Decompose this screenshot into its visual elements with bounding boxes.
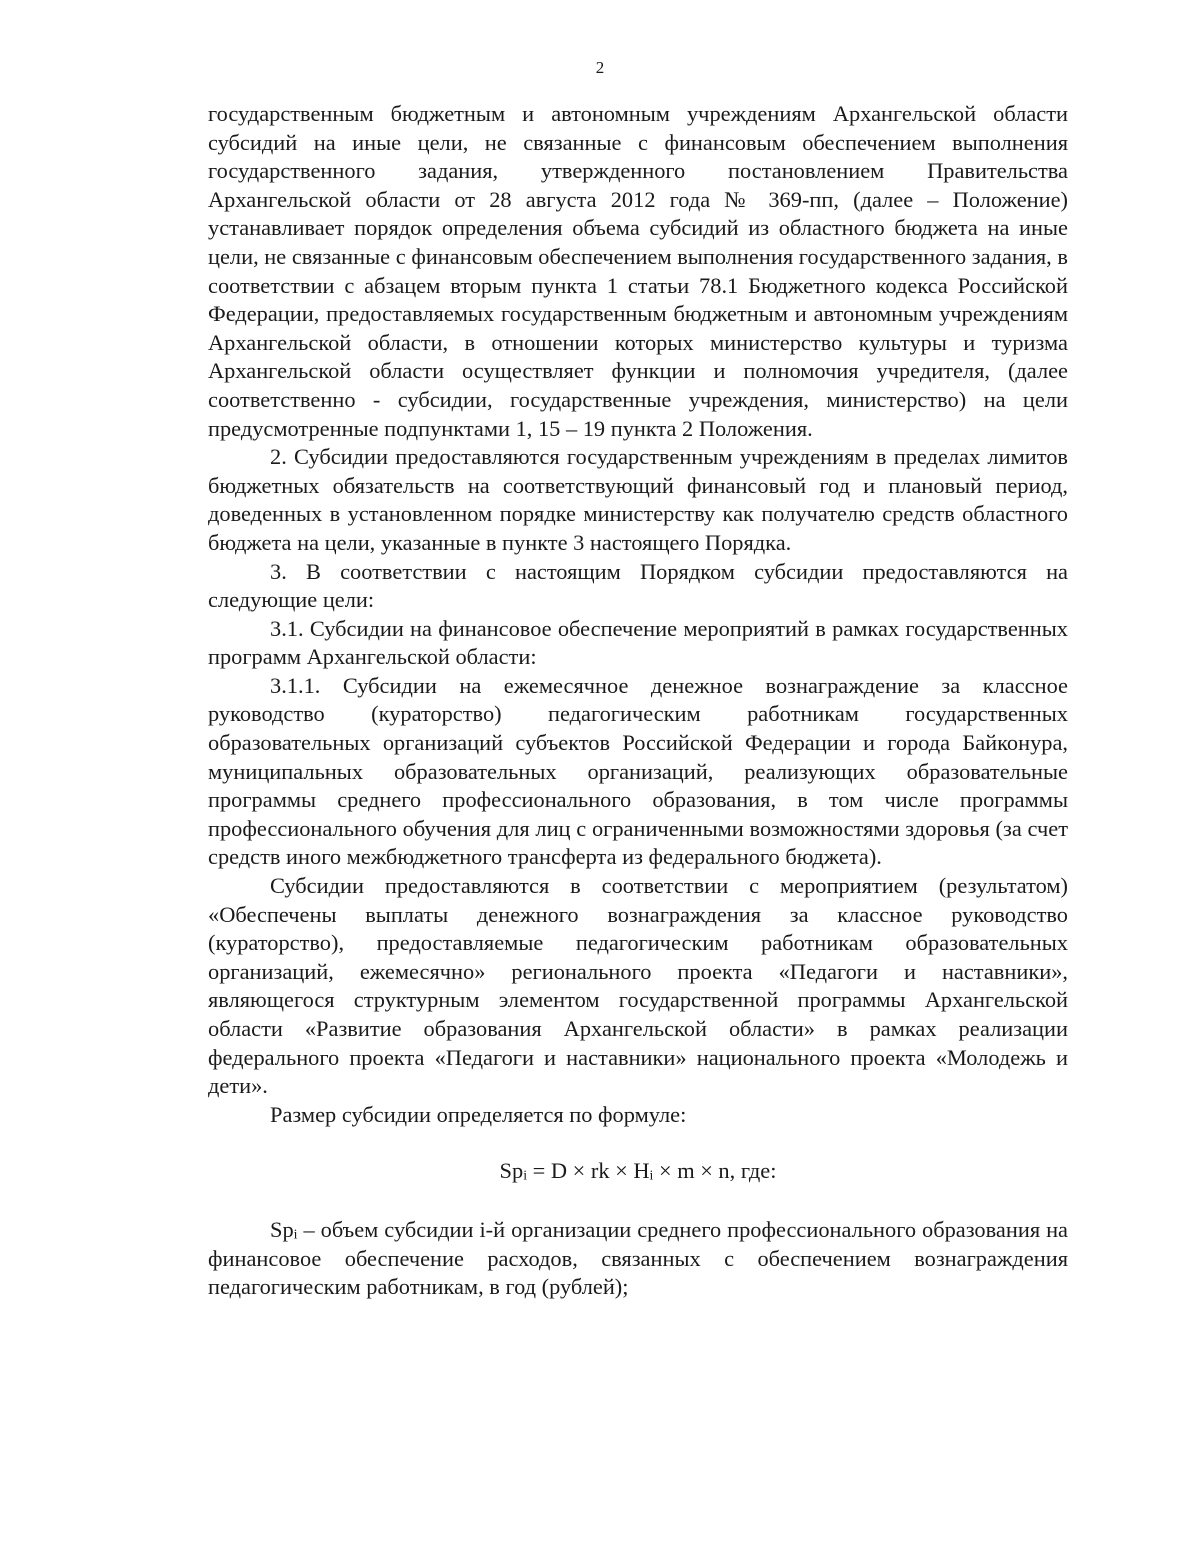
paragraph-formula-intro: Размер субсидии определяется по формуле: <box>270 1101 687 1127</box>
formula-lhs-subscript: i <box>523 1169 528 1185</box>
definition-symbol: Sp <box>270 1216 294 1242</box>
paragraph-item-2: 2. Субсидии предоставляются государственным учреждениям в пределах лимитов бюджетных обязательств на соответствующий финансовый год и плановый период, доведенных в установленном порядке министерству как получателю средств областного бюджета на цели, указанные в пункте 3 настоящего Порядка. <box>208 444 1068 555</box>
definition-text: – объем субсидии i-й организации среднего профессионального образования на финансовое обеспечение расходов, связанных с обеспечением вознаграждения педагогическим работникам, в год (рублей); <box>208 1216 1068 1300</box>
formula-lhs: Sp <box>499 1158 524 1184</box>
paragraph-item-3-1: 3.1. Субсидии на финансовое обеспечение мероприятий в рамках государственных программ Архангельской области: <box>208 615 1068 670</box>
document-body <box>208 100 1068 1302</box>
subsidy-formula <box>208 1157 1068 1186</box>
paragraph-subsidy-basis: Субсидии предоставляются в соответствии с мероприятием (результатом) «Обеспечены выплаты денежного вознаграждения за классное руководство (кураторство), предоставляемые педагогическим работникам образовательных организаций, ежемесячно» регионального проекта «Педагоги и наставники», являющегося структурным элементом государственной программы Архангельской области «Развитие образования Архангельской области» в рамках реализации федерального проекта «Педагоги и наставники» национального проекта «Молодежь и дети». <box>208 873 1068 1099</box>
paragraph-definition-spi <box>208 1216 1068 1302</box>
paragraph-item-3-1-1: 3.1.1. Субсидии на ежемесячное денежное вознаграждение за классное руководство (кураторство) педагогическим работникам государственных образовательных организаций субъектов Российской Федерации и города Байконура, муниципальных образовательных организаций, реализующих образовательные программы среднего профессионального образования, в том числе программы профессионального обучения для лиц с ограниченными возможностями здоровья (за счет средств иного межбюджетного трансферта из федерального бюджета). <box>208 672 1068 870</box>
formula-middle: = D × rk × H <box>527 1158 650 1184</box>
paragraph-item-3: 3. В соответствии с настоящим Порядком субсидии предоставляются на следующие цели: <box>208 558 1068 613</box>
page-number: 2 <box>595 58 605 77</box>
definition-symbol-subscript: i <box>293 1227 298 1243</box>
paragraph-intro-continuation: государственным бюджетным и автономным учреждениям Архангельской области субсидий на иные цели, не связанные с финансовым обеспечением выполнения государственного задания, утвержденного постановлением Правительства Архангельской области от 28 августа 2012 года № 369-пп, (далее – Положение) устанавливает порядок определения объема субсидий из областного бюджета на иные цели, не связанные с финансовым обеспечением выполнения государственного задания, в соответствии с абзацем вторым пункта 1 статьи 78.1 Бюджетного кодекса Российской Федерации, предоставляемых государственным бюджетным и автономным учреждениям Архангельской области, в отношении которых министерство культуры и туризма Архангельской области осуществляет функции и полномочия учредителя, (далее соответственно - субсидии, государственные учреждения, министерство) на цели предусмотренные подпунктами 1, 15 – 19 пункта 2 Положения. <box>208 101 1068 441</box>
formula-middle-subscript: i <box>649 1169 654 1185</box>
formula-rest: × m × n, где: <box>653 1158 777 1184</box>
